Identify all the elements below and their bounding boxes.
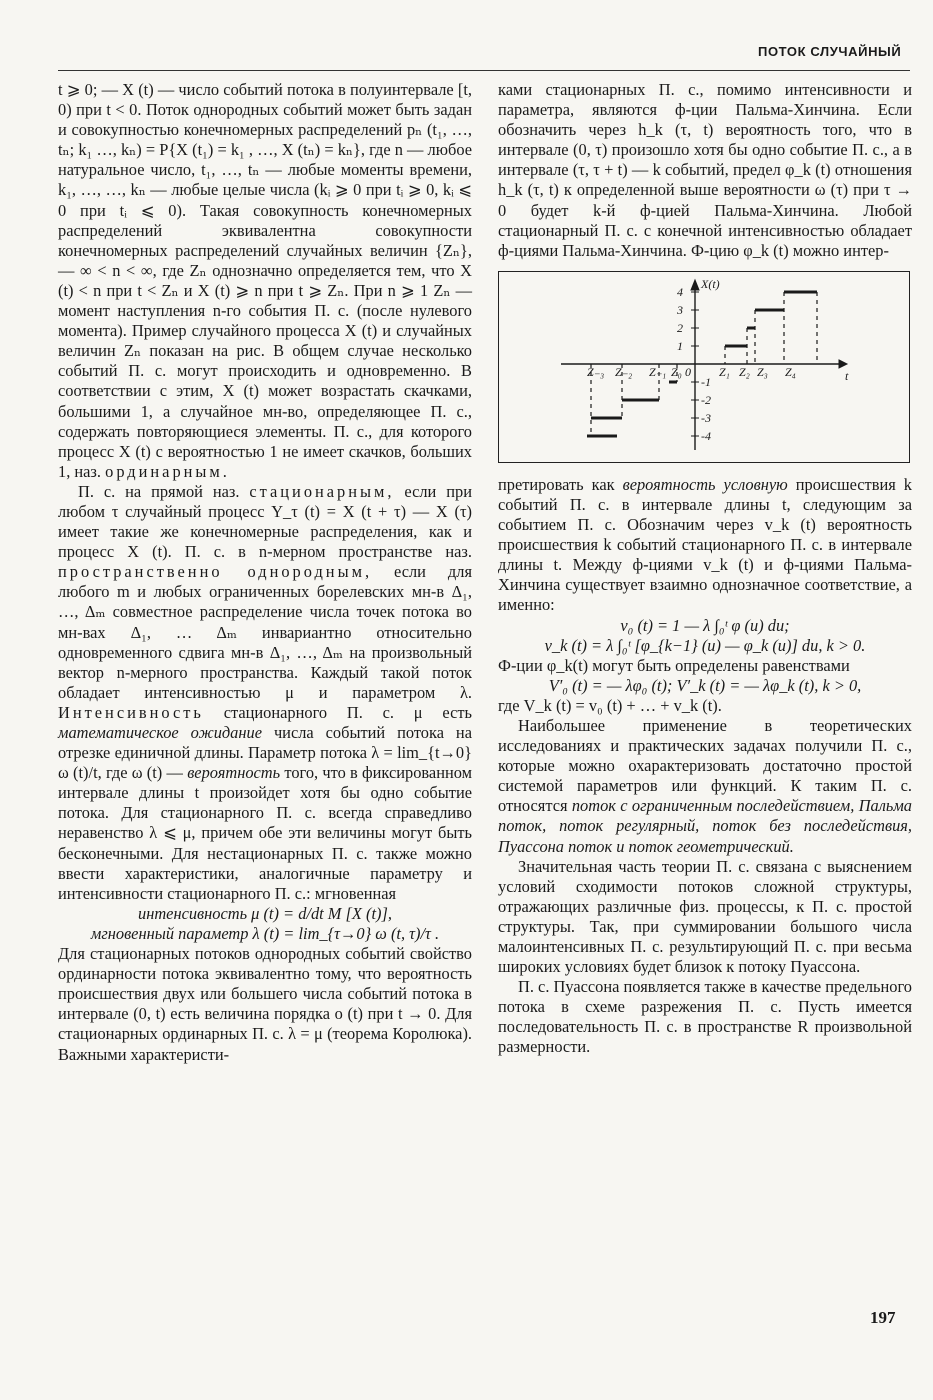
formula-derivative: V′₀ (t) = — λφ₀ (t); V′_k (t) = — λφ_k (t), k > 0, [548,675,862,695]
origin-label: 0 [685,364,691,379]
y-tick-neg-3: -3 [701,410,711,425]
left-paragraph-2 [58,482,472,904]
t-axis-arrow [839,360,847,368]
left-p2-f: того, что в фиксированном интервале длины t произойдет хотя бы одно событие потока. Для стационарного П. с. всегда справедливо неравенство λ ⩽ μ, причем обе эти величины могут быть бесконечными. Для нестационарных П. с. также можно ввести характеристики, аналогичные параметру и интенсивности стационарного П. с.: мгновенная [58,763,472,903]
formula-v0: v₀ (t) = 1 — λ ∫₀ᵗ φ (u) du; [620,615,790,635]
z-label-4: Z₄ [785,364,796,379]
formula-instant-intensity: интенсивность μ (t) = d/dt M [X (t)], [138,903,392,923]
z-label-0: Z₀ [671,364,682,379]
left-paragraph-1 [58,80,472,482]
y-tick-neg-1: -1 [701,374,711,389]
right-paragraph-2 [498,475,912,616]
formula-vk: v_k (t) = λ ∫₀ᵗ [φ_{k−1} (u) — φ_k (u)] du, k > 0. [544,635,866,655]
y-tick-4: 4 [677,284,683,299]
y-tick-3: 3 [677,302,683,317]
y-tick-neg-4: -4 [701,428,711,443]
right-paragraph-7: П. с. Пуассона появляется также в качестве предельного потока в схеме разрежения П. с. Пусть имеется последовательность П. с. в пространстве R произвольной размерности. [498,977,912,1057]
z-label-neg-1: Z₋₁ [649,364,667,379]
left-p1-text: t ⩾ 0; — X (t) — число событий потока в полуинтервале [t, 0) при t < 0. Поток однородных событий может быть задан и совокупностью конечномерных распределений pₙ (t₁, …, tₙ; k₁ …, kₙ) = P{X (t₁) = k₁ , …, X (tₙ) = kₙ}, где n — любое натуральное число, t₁, …, tₙ — любые моменты времени, k₁, …, …, kₙ — любые целые числа (kᵢ ⩾ 0 при tᵢ ⩾ 0, kᵢ ⩽ 0 при tᵢ ⩽ 0). Такая совокупность конечномерных распределений эквивалентна совокупности конечномерных распределений случайных величин {Zₙ}, — ∞ < n < ∞, где Zₙ однозначно определяется тем, что X (t) < n при t < Zₙ и X (t) ⩾ n при t ⩾ Zₙ. При n ⩾ 1 Zₙ — момент наступления n-го события П. с. (после нулевого момента). Пример случайного процесса X (t) и случайных величин Zₙ показан на рис. В общем случае несколько событий П. с. могут происходить и одновременно. В соответствии с этим, X (t) может возрастать скачками, большими 1, а случайное мн-во, определяющее П. с., содержать повторяющиеся элементы. П. с., для которого процесс X (t) с вероятностью 1 не имеет скачков, больших 1, наз. [58,80,472,481]
right-paragraph-4: где V_k (t) = v₀ (t) + … + v_k (t). [498,695,722,715]
right-column [498,80,912,1058]
x-axis-arrow [691,280,699,290]
right-paragraph-1: ками стационарных П. с., помимо интенсивности и параметра, являются ф-ции Пальма-Хинчина. Если обозначить через h_k (τ, t) вероятность того, что в интервале (0, τ) произошло хотя бы одно событие П. с., а в интервале (τ, τ + t) — k событий, предел φ_k (t) отношения h_k (τ, t) к определенной выше вероятности ω (τ) при τ → 0 будет k-й ф-цией Пальма-Хинчина. Любой стационарный П. с. с конечной интенсивностью обладает ф-циями Пальма-Хинчина. Ф-цию φ_k (t) можно интер- [498,80,912,260]
running-title: ПОТОК СЛУЧАЙНЫЙ [758,44,902,59]
x-axis-label: t [845,368,849,383]
right-paragraph-3: Ф-ции φ_k(t) могут быть определены равенствами [498,655,850,675]
term-conditional-probability: вероятность условную [622,474,788,494]
term-probability: вероятность [187,763,281,783]
term-ordinary: ординарным. [105,461,230,481]
y-axis-label: X(t) [701,276,720,291]
y-tick-1: 1 [677,338,683,353]
y-tick-neg-2: -2 [701,392,711,407]
z-label-neg-3: Z₋₃ [587,364,605,379]
y-tick-2: 2 [677,320,683,335]
formula-instant-parameter: мгновенный параметр λ (t) = lim_{τ→0} ω (t, τ)/τ . [90,923,440,943]
process-figure [498,271,910,463]
left-p2-c: если для любого m и любых ограниченных борелевских мн-в Δ₁, …, Δₘ совместное распределение числа точек потока во мн-вах Δ₁, … Δₘ инвариантно относительно одновременного сдвига мн-в Δ₁, …, Δₘ на произвольный вектор n-мерного пространства. Каждый такой поток обладает интенсивностью μ и параметром λ. [58,562,472,702]
right-p2-b: происшествия k событий П. с. в интервале длины t, следующим за событием П. с. Обозначим через v_k (t) вероятность происшествия k событий стационарного П. с. в интервале длины t. Между ф-циями v_k (t) и ф-циями Пальма-Хинчина существует взаимно однозначное соответствие, а именно: [498,474,912,615]
right-paragraph-6: Значительная часть теории П. с. связана с выяснением условий сходимости потоков сложной структуры, отражающих различные физ. процессы, к П. с. простой структуры. Так, при суммировании большого числа малоинтенсивных П. с. результирующий П. с. при весьма широких условиях будет близок к потоку Пуассона. [498,856,912,977]
term-spatially-homogeneous: пространственно однородным, [58,562,373,582]
header-rule [58,70,910,71]
page-number: 197 [870,1308,896,1327]
figure-svg [499,272,909,462]
left-p2-b: если при любом τ случайный процесс Y_τ (t) = X (t + τ) — X (τ) имеет такие же конечномерные распределения, как и процесс X (t). П. с. в n-мерном пространстве наз. [58,481,472,562]
left-p2-a: П. с. на прямой наз. [78,481,240,501]
term-stationary: стационарным, [249,481,395,501]
z-label-3: Z₃ [757,364,768,379]
right-p2-a: претировать как [498,474,615,494]
term-intensity: Интенсивность [58,702,204,722]
right-paragraph-5 [498,716,912,857]
left-column [58,80,472,1065]
left-paragraph-3: Для стационарных потоков однородных событий свойство ординарности потока эквивалентно тому, что вероятность происшествия двух или большего числа событий потока в интервале (0, t) есть величина порядка o (t) при t → 0. Для стационарных ординарных П. с. λ = μ (теорема Королюка). Важными характеристи- [58,944,472,1064]
z-label-2: Z₂ [739,364,750,379]
z-label-1: Z₁ [719,364,730,379]
left-p2-e: числа событий потока на отрезке единичной длины. Параметр потока λ = lim_{t→0} ω (t)/t, где ω (t) — [58,723,472,783]
z-label-neg-2: Z₋₂ [615,364,633,379]
right-p5-a: Наибольшее применение в теоретических исследованиях и практических задачах получили П. с., которые можно охарактеризовать достаточно простой системой параметров или функций. К таким П. с. относятся [498,715,912,816]
term-expectation: математическое ожидание [58,723,262,742]
left-p2-d: стационарного П. с. μ есть [223,702,472,722]
flow-types-list: поток с ограниченным последействием, Пальма поток, поток регулярный, поток без последействия, Пуассона поток и поток геометрический. [498,796,912,856]
